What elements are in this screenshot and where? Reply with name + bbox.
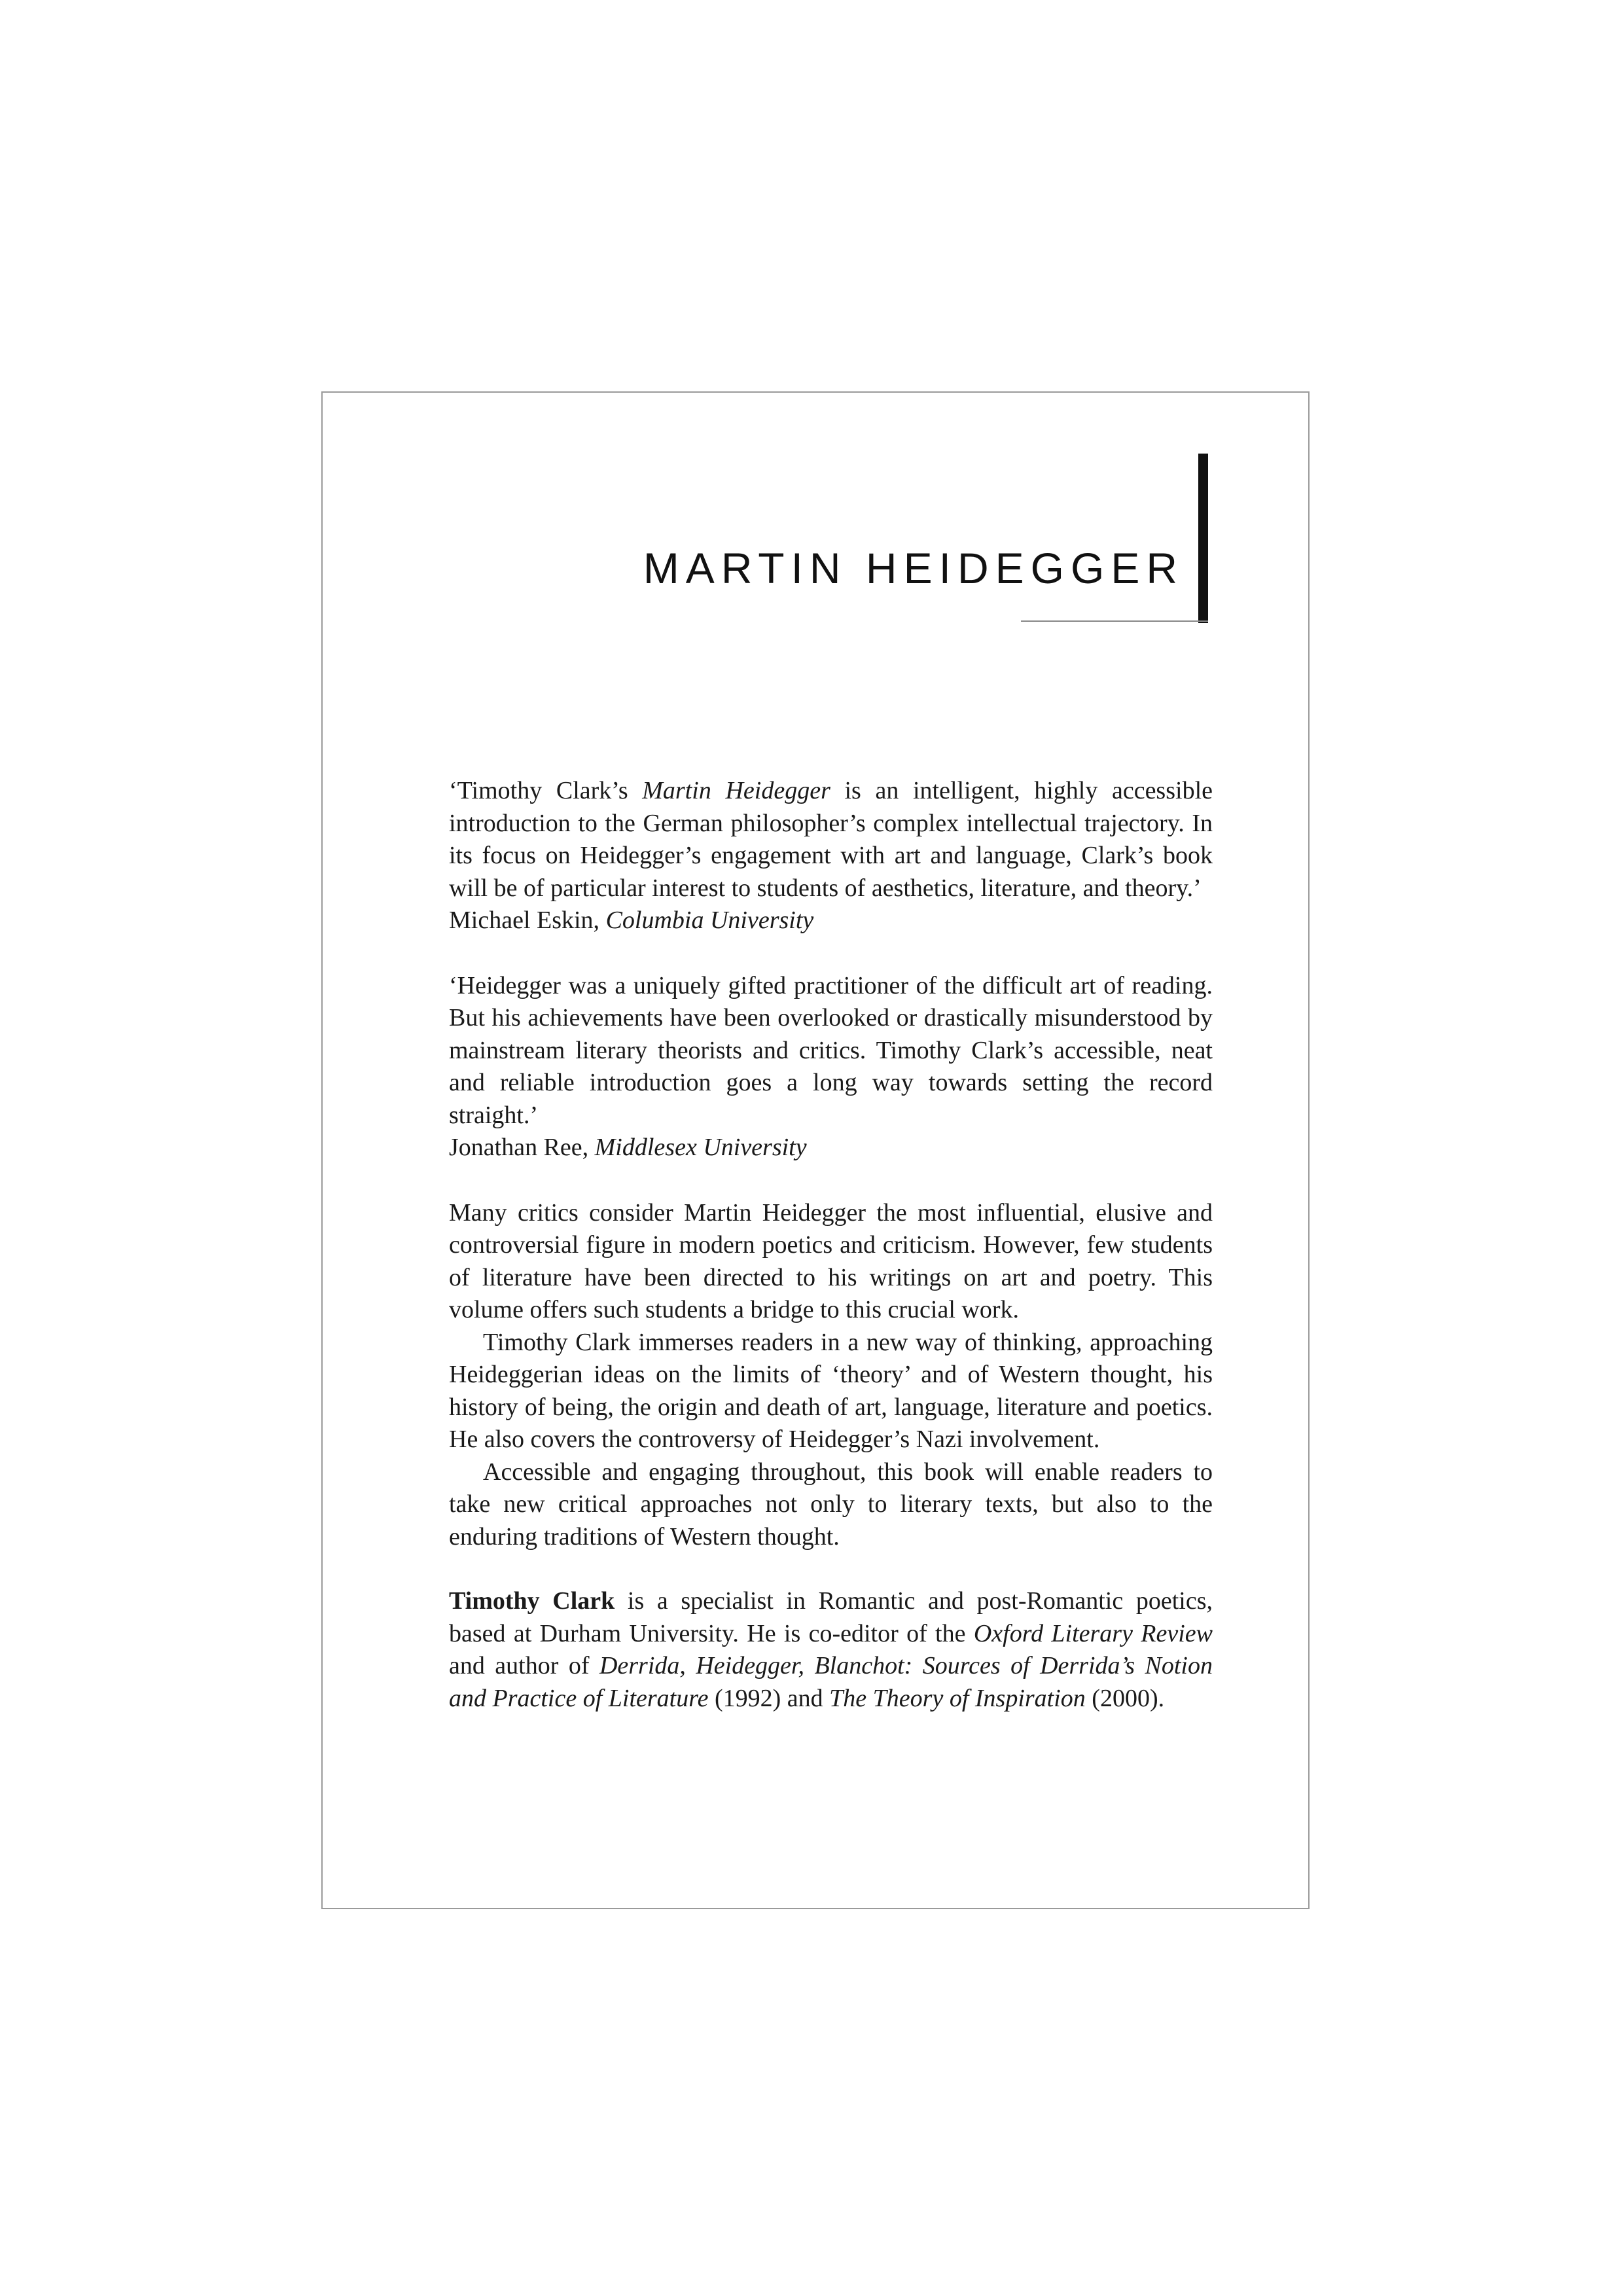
- description-paragraph-2: Timothy Clark immerses readers in a new way of thinking, approaching Heideggerian ideas on the limits of ‘theory’ and of Western thought, his history of being, the origin and death of art, language, literature and poetics. He also covers the controversy of Heidegger’s Nazi involvement.: [449, 1328, 1213, 1453]
- quote-1: [449, 775, 1213, 905]
- bio-text-1: is a specialist in Romantic and post-Romantic poetics, based at Durham University. He is co-editor of the: [449, 1587, 1213, 1647]
- quote-2: ‘Heidegger was a uniquely gifted practitioner of the difficult art of reading. But his achievements have been overlooked or drastically misunderstood by mainstream literary theorists and critics. Timothy Clark’s accessible, neat and reliable introduction goes a long way towards setting the record straight.’: [449, 971, 1213, 1129]
- author-bio: [449, 1585, 1213, 1715]
- quote-1-book-title: Martin Heidegger: [642, 777, 830, 804]
- quote-1-text-end: is an intelligent, highly accessible introduction to the German philosopher’s complex intellectual trajectory. In its focus on Heidegger’s engagement with art and language, Clark’s book will be of particular interest to students of aesthetics, literature, and theory.’: [449, 777, 1213, 902]
- quote-1-text-start: ‘Timothy Clark’s: [449, 777, 643, 804]
- bio-text-2: and author of: [449, 1652, 599, 1679]
- description-paragraph-3: Accessible and engaging throughout, this book will enable readers to take new critical approaches not only to literary texts, but also to the enduring traditions of Western thought.: [449, 1458, 1213, 1551]
- quote-1-attribution: [449, 905, 1213, 937]
- quote-1-institution: Columbia University: [605, 906, 814, 934]
- bio-text-4: (2000).: [1085, 1684, 1165, 1712]
- bio-book-1: Derrida, Heidegger, Blanchot: Sources of Derrida’s Notion and Practice of Literature: [449, 1652, 1213, 1712]
- bio-book-2: The Theory of Inspiration: [829, 1684, 1086, 1712]
- bio-text-3: (1992) and: [708, 1684, 830, 1712]
- quote-1-author: Michael Eskin,: [449, 906, 606, 934]
- quote-2-attribution: [449, 1132, 1213, 1164]
- book-title: MARTIN HEIDEGGER: [643, 544, 1184, 592]
- title-accent-bar: [1198, 454, 1208, 623]
- description-paragraph-1: Many critics consider Martin Heidegger the most influential, elusive and controversial figure in modern poetics and criticism. However, few students of literature have been directed to his writings on art and poetry. This volume offers such students a bridge to this crucial work.: [449, 1198, 1213, 1323]
- bio-journal: Oxford Literary Review: [973, 1619, 1213, 1647]
- quote-2-author: Jonathan Ree,: [449, 1134, 595, 1161]
- title-underline-rule: [1021, 620, 1208, 622]
- author-name: Timothy Clark: [449, 1587, 615, 1615]
- cover-text: [449, 775, 1213, 1715]
- quote-2-institution: Middlesex University: [594, 1134, 807, 1161]
